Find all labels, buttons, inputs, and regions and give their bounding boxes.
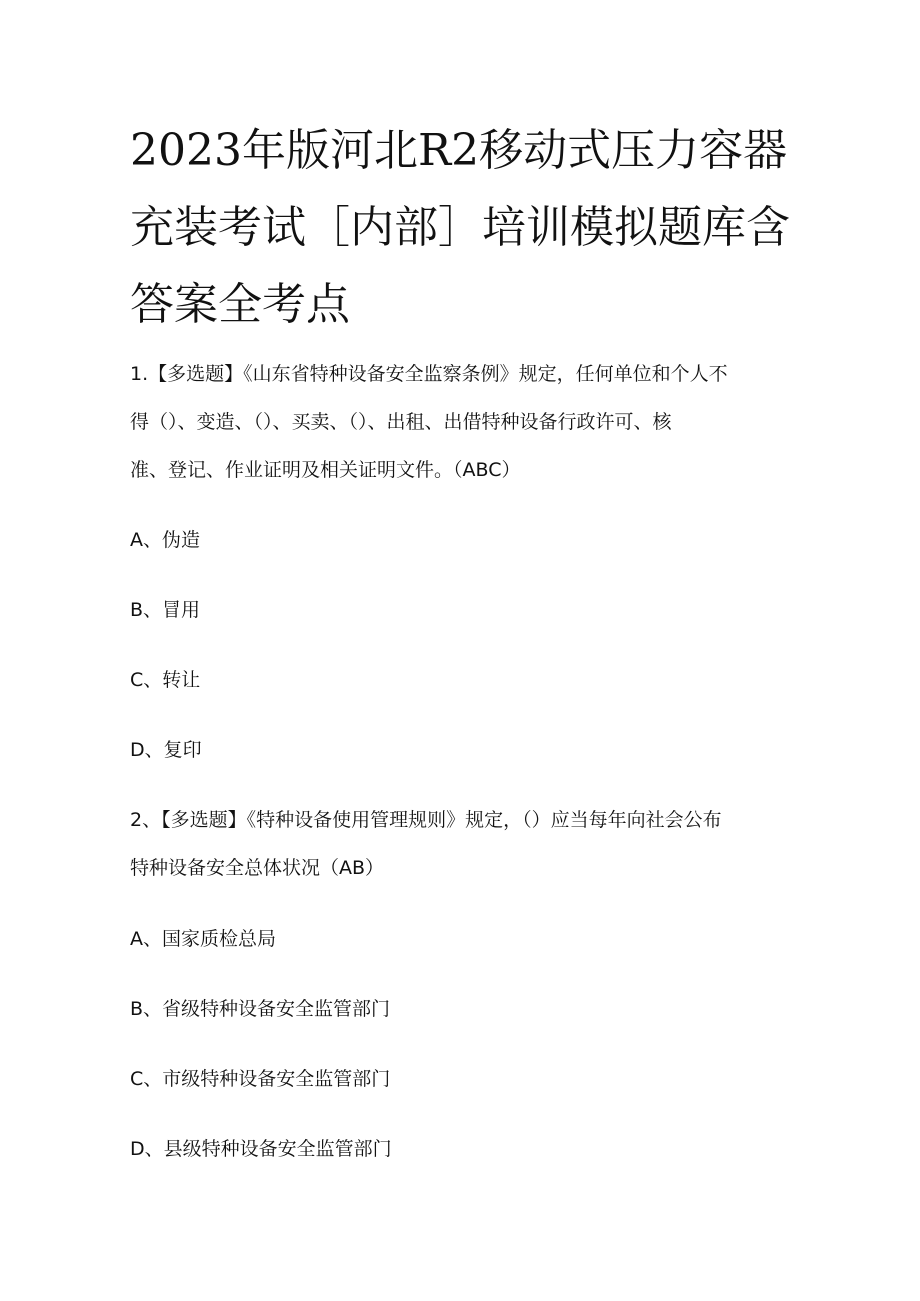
option-b: B、冒用 — [130, 599, 201, 621]
option-c: C、转让 — [130, 669, 201, 691]
question-text-line: 1.【多选题】《山东省特种设备安全监察条例》规定，任何单位和个人不 — [130, 363, 728, 385]
option-c: C、市级特种设备安全监管部门 — [130, 1068, 391, 1090]
title-line: 充装考试［内部］培训模拟题库含 — [130, 202, 790, 253]
document-title — [130, 112, 810, 343]
option-a: A、国家质检总局 — [130, 928, 276, 950]
option-a: A、伪造 — [130, 529, 200, 551]
option-b: B、省级特种设备安全监管部门 — [130, 998, 391, 1020]
question-text-line: 准、登记、作业证明及相关证明文件。（ABC） — [130, 459, 521, 481]
option-d: D、县级特种设备安全监管部门 — [130, 1138, 392, 1160]
title-line: 答案全考点 — [130, 279, 350, 330]
question-text-line: 得（）、变造、（）、买卖、（）、出租、出借特种设备行政许可、核 — [130, 411, 672, 433]
title-line: 2023年版河北R2移动式压力容器 — [130, 125, 788, 176]
question-text-line: 2、【多选题】《特种设备使用管理规则》规定，（）应当每年向社会公布 — [130, 809, 722, 831]
option-d: D、复印 — [130, 739, 202, 761]
question-text-line: 特种设备安全总体状况（AB） — [130, 857, 385, 879]
